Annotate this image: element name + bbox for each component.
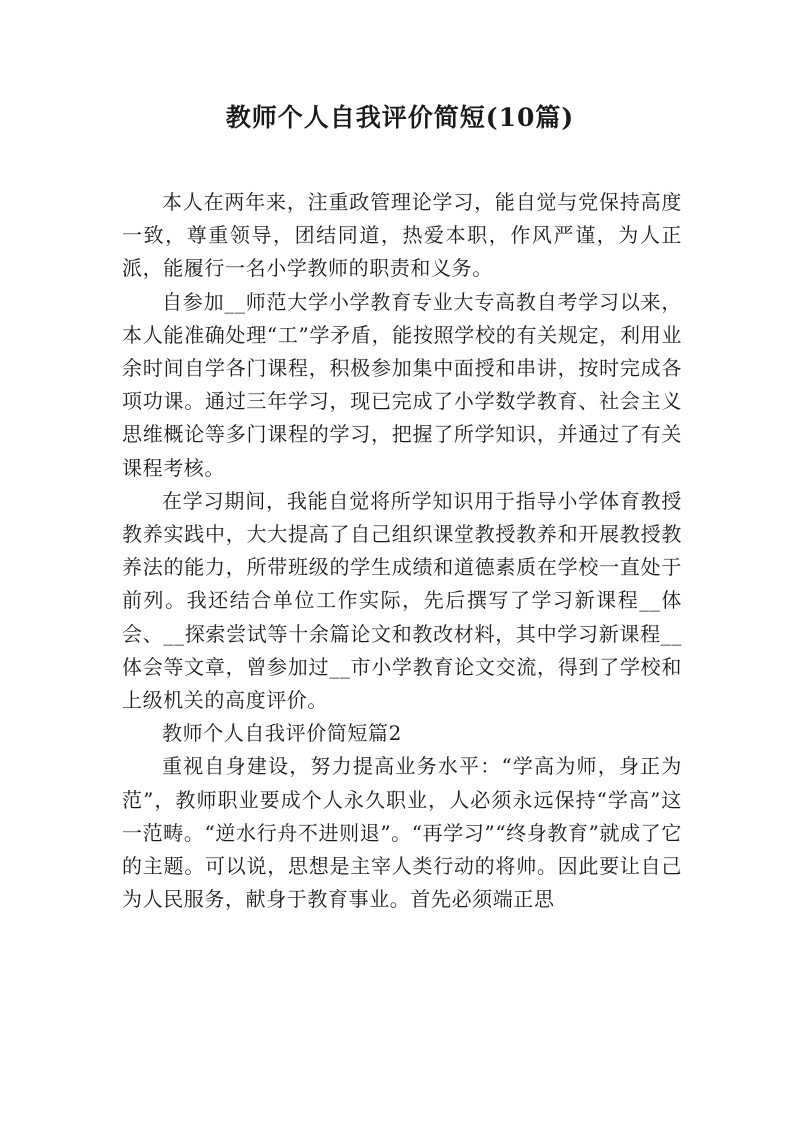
paragraph: 自参加__师范大学小学教育专业大专高教自考学习以来，本人能准确处理“工”学矛盾，能按照学校的有关规定，利用业余时间自学各门课程，积极参加集中面授和串讲，按时完成各项功课。通过三年学习，现已完成了小学数学教育、社会主义思维概论等多门课程的学习，把握了所学知识，并通过了有关课程考核。 xyxy=(122,289,682,480)
paragraph: 在学习期间，我能自觉将所学知识用于指导小学体育教授教养实践中，大大提高了自己组织课堂教授教养和开展教授教养法的能力，所带班级的学生成绩和道德素质在学校一直处于前列。我还结合单位工作实际，先后撰写了学习新课程__体会、__探索尝试等十余篇论文和教改材料，其中学习新课程__体会等文章，曾参加过__市小学教育论文交流，得到了学校和上级机关的高度评价。 xyxy=(122,488,682,713)
paragraph: 本人在两年来，注重政管理论学习，能自觉与党保持高度一致，尊重领导，团结同道，热爱本职，作风严谨，为人正派，能履行一名小学教师的职责和义务。 xyxy=(122,190,682,281)
document-body xyxy=(122,186,682,916)
document-title: 教师个人自我评价简短(10篇) xyxy=(225,103,575,132)
section-heading: 教师个人自我评价简短篇2 xyxy=(162,721,402,746)
paragraph: 重视自身建设，努力提高业务水平：“学高为师，身正为范”，教师职业要成个人永久职业，人必须永远保持“学高”这一范畴。“逆水行舟不进则退”。“再学习”“终身教育”就成了它的主题。可以说，思想是主宰人类行动的将帅。因此要让自己为人民服务，献身于教育事业。首先必须端正思 xyxy=(122,754,682,912)
